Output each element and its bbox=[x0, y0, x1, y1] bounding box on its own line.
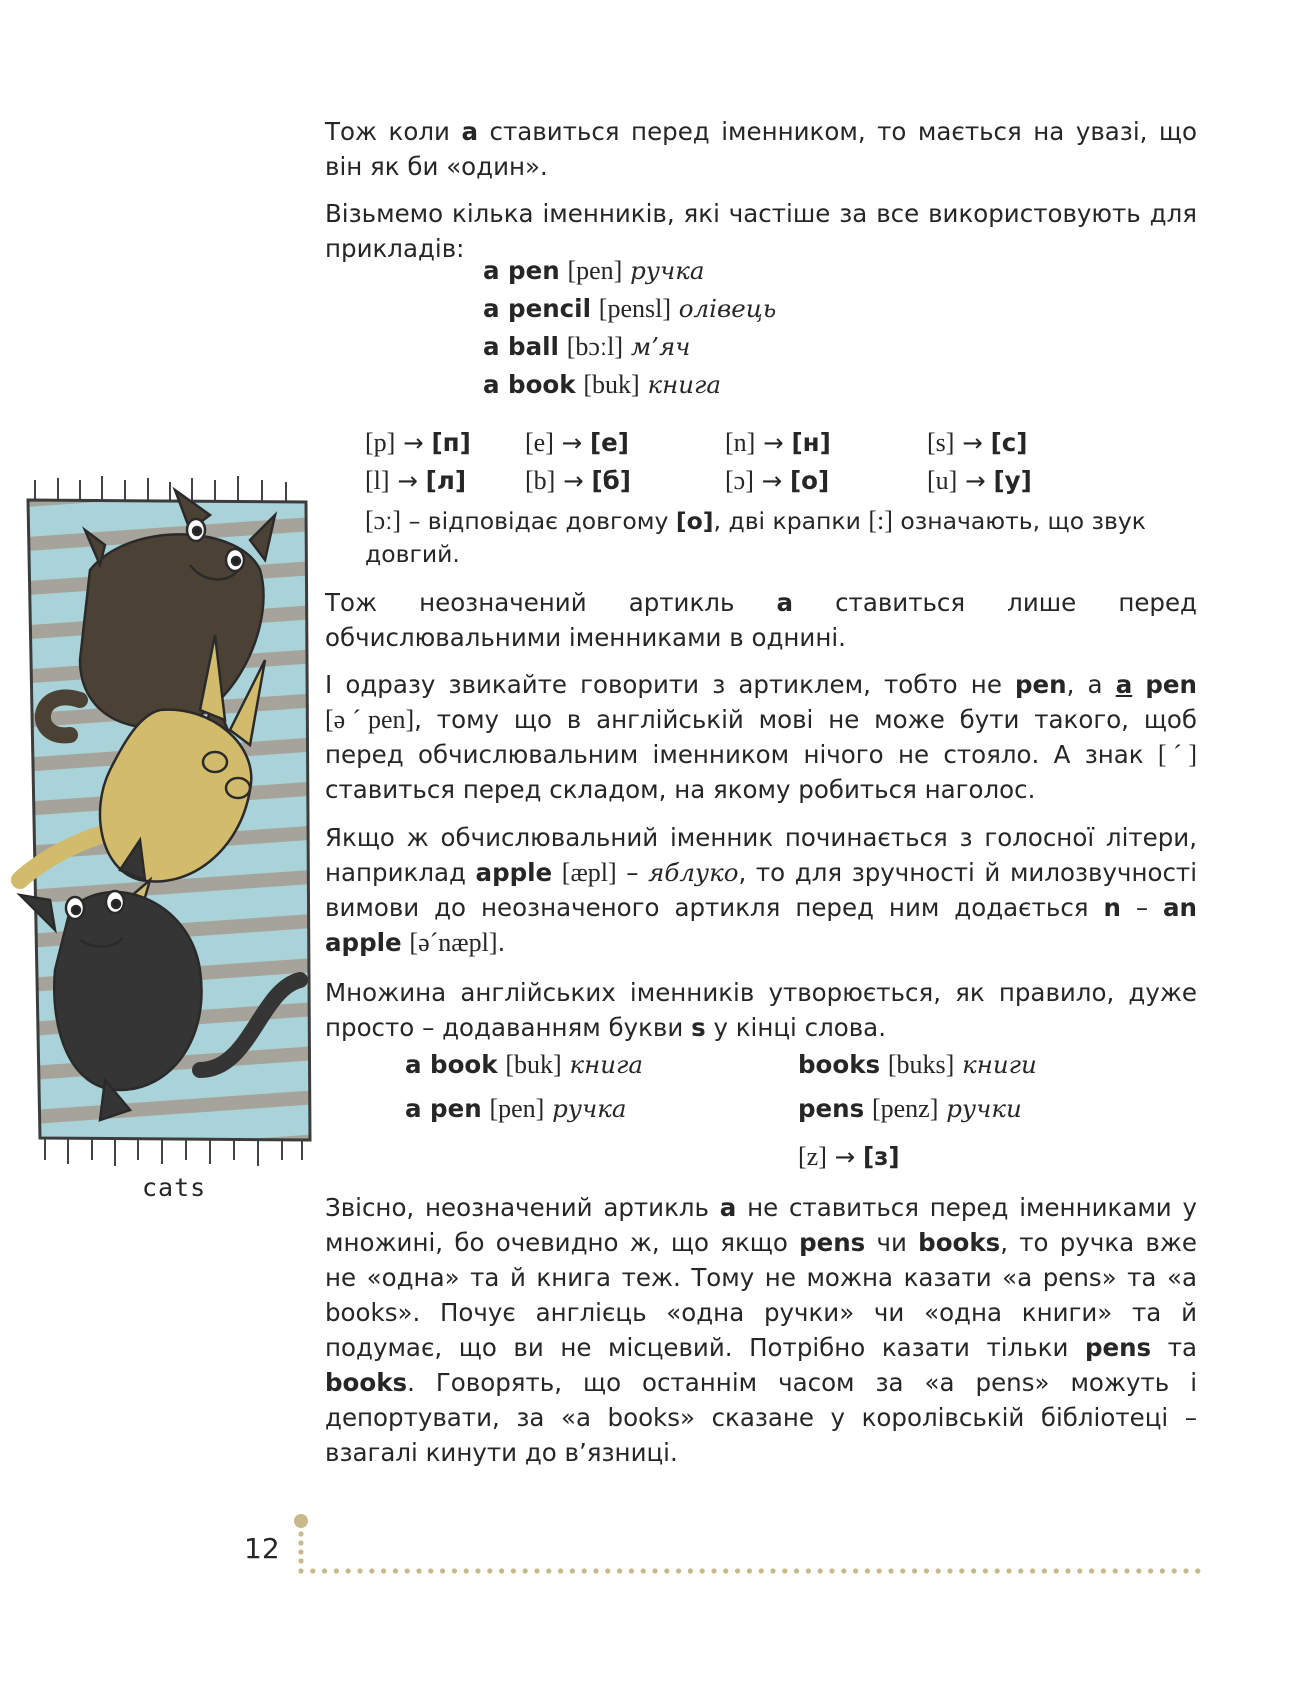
para5-t5: – bbox=[1120, 893, 1164, 922]
plural-entry bbox=[798, 1094, 1022, 1124]
rug-fringe-top bbox=[35, 476, 286, 502]
sound-arrow: → bbox=[563, 466, 584, 495]
note-ipa1: [ɔː] bbox=[365, 506, 402, 535]
illustration-caption: cats bbox=[142, 1173, 207, 1202]
para4-t3 bbox=[1132, 670, 1145, 699]
para7-b1: a bbox=[719, 1193, 737, 1222]
para3-b1: a bbox=[776, 588, 793, 617]
sound-ua: [л] bbox=[425, 466, 467, 495]
para4-u1: a bbox=[1115, 670, 1133, 699]
sound-cell bbox=[725, 466, 829, 496]
sound-cell bbox=[725, 428, 831, 458]
para3-t2: ставиться лише перед обчислювальними іменниками в однині. bbox=[325, 588, 1197, 652]
para1-b1: a bbox=[461, 117, 478, 146]
word-row bbox=[483, 256, 705, 286]
para5-b1: apple bbox=[475, 858, 553, 887]
para4-t2: , а bbox=[1066, 670, 1116, 699]
sound-ipa: [n] bbox=[725, 428, 756, 457]
para4-t6: ставиться перед складом, на якому робиться наголос. bbox=[325, 775, 1036, 804]
word-tr: м’яч bbox=[630, 332, 691, 361]
z-sound bbox=[798, 1142, 900, 1172]
plural-ptr: книги bbox=[962, 1050, 1037, 1079]
para7-t1: Звісно, неозначений артикль bbox=[325, 1193, 720, 1222]
sound-ipa: [s] bbox=[927, 428, 955, 457]
sound-ipa: [u] bbox=[927, 466, 958, 495]
para6-t2: у кінці слова. bbox=[705, 1013, 886, 1042]
z-sound-ua: [з] bbox=[862, 1142, 900, 1171]
sound-ipa: [e] bbox=[525, 428, 554, 457]
para7-t3: чи bbox=[865, 1228, 919, 1257]
para5-t3: – bbox=[616, 858, 649, 887]
body-text-7 bbox=[325, 1190, 1197, 1470]
paragraph-4 bbox=[325, 667, 1197, 807]
sound-ua: [у] bbox=[993, 466, 1032, 495]
note-b1: [о] bbox=[675, 507, 714, 535]
word-tr: олівець bbox=[678, 294, 777, 323]
paragraph-7 bbox=[325, 1190, 1197, 1470]
para5-i1: яблуко bbox=[648, 858, 739, 887]
word-tr: книга bbox=[647, 370, 722, 399]
word-word: a pen bbox=[483, 256, 560, 285]
word-ipa: [bɔːl] bbox=[566, 332, 624, 361]
plural-ipa: [buk] bbox=[505, 1050, 562, 1079]
word-ipa: [buk] bbox=[583, 370, 640, 399]
para4-ipa2: [ˊ] bbox=[1157, 740, 1197, 769]
sound-ipa: [l] bbox=[365, 466, 390, 495]
page-number: 12 bbox=[244, 1532, 280, 1565]
sound-cell bbox=[927, 466, 1032, 496]
para7-t2: не ставиться перед іменниками у множині, бо очевидно ж, що якщо bbox=[325, 1193, 1198, 1257]
para1-t2: ставиться перед іменником, то мається на увазі, що він як би «один». bbox=[325, 117, 1197, 181]
sound-arrow: → bbox=[397, 466, 418, 495]
rug-fringe-bottom bbox=[45, 1138, 302, 1166]
word-row bbox=[483, 332, 690, 362]
body-text-6 bbox=[325, 975, 1197, 1045]
para4-b2: pen bbox=[1145, 670, 1197, 699]
para7-b4: pens bbox=[1084, 1333, 1152, 1362]
sound-cell bbox=[365, 428, 471, 458]
para2-t1: Візьмемо кілька іменників, які частіше за все використовують для прикладів: bbox=[325, 199, 1197, 263]
para4-t5: , тому що в англійській мові не може бути такого, щоб перед обчислювальним іменником нічого не стояло. А знак bbox=[325, 705, 1197, 769]
plural-pword: books bbox=[798, 1050, 881, 1079]
sound-cell bbox=[365, 466, 466, 496]
sound-ua: [с] bbox=[990, 428, 1028, 457]
para4-ipa1: [əˊpen] bbox=[325, 705, 415, 734]
para6-b1: s bbox=[691, 1013, 706, 1042]
plural-entry bbox=[798, 1050, 1037, 1080]
footer-dotted-line bbox=[292, 1512, 1207, 1578]
para5-b3: an apple bbox=[325, 893, 1197, 957]
sound-ua: [б] bbox=[591, 466, 631, 495]
note-t1: – відповідає довгому bbox=[401, 507, 676, 535]
note-t2: , дві крапки bbox=[713, 507, 869, 535]
para5-t1: Якщо ж обчислювальний іменник починається з голосної літери, наприклад bbox=[325, 823, 1197, 887]
note-ipa2: [:] bbox=[868, 506, 893, 535]
plural-pword: pens bbox=[798, 1094, 865, 1123]
word-ipa: [pen] bbox=[567, 256, 623, 285]
plural-entry bbox=[405, 1094, 627, 1124]
sound-arrow: → bbox=[403, 428, 424, 457]
para5-t4: , то для зручності й милозвучності вимови до неозначеного артикля перед ним додається bbox=[325, 858, 1197, 922]
para7-t6: . Говорять, що останнім часом за «a pens» можуть і депортувати, за «a books» сказане у королівській бібліотеці – взагалі кинути до в’язниці. bbox=[325, 1368, 1197, 1467]
sound-arrow: → bbox=[763, 428, 784, 457]
sound-arrow: → bbox=[965, 466, 986, 495]
para5-ipa2: [əˊnæpl] bbox=[409, 928, 498, 957]
plural-entry bbox=[405, 1050, 643, 1080]
pronunciation-note bbox=[365, 504, 1197, 571]
word-tr: ручка bbox=[630, 256, 705, 285]
plural-tr: книга bbox=[569, 1050, 644, 1079]
para4-b1: pen bbox=[1015, 670, 1067, 699]
para6-t1: Множина англійських іменників утворюється, як правило, дуже просто – додаванням букви bbox=[325, 978, 1197, 1042]
para7-t4: , то ручка вже не «одна» та й книга теж. Тому не можна казати «a pens» та «a books». Почує англієць «одна ручки» чи «одна книги» та й подумає, що ви не місцевий. Потрібно казати тільки bbox=[325, 1228, 1197, 1362]
body-text-5 bbox=[325, 820, 1197, 960]
word-word: a pencil bbox=[483, 294, 591, 323]
para7-b2: pens bbox=[799, 1228, 866, 1257]
plural-ptr: ручки bbox=[946, 1094, 1022, 1123]
sound-cell bbox=[927, 428, 1027, 458]
para5-ipa1: [æpl] bbox=[561, 858, 617, 887]
body-text bbox=[325, 114, 1197, 184]
paragraph-1 bbox=[325, 114, 1197, 184]
sound-ipa: [b] bbox=[525, 466, 556, 495]
body-text-2 bbox=[325, 196, 1197, 266]
paragraph-3 bbox=[325, 585, 1197, 655]
body-text-3 bbox=[325, 585, 1197, 655]
sound-ua: [п] bbox=[431, 428, 471, 457]
note-text bbox=[365, 504, 1197, 571]
para7-t5: та bbox=[1151, 1333, 1197, 1362]
plural-word: a pen bbox=[405, 1094, 482, 1123]
sound-cell bbox=[525, 428, 629, 458]
para3-t1: Тож неозначений артикль bbox=[325, 588, 777, 617]
paragraph-6 bbox=[325, 975, 1197, 1045]
para4-t1: І одразу звикайте говорити з артиклем, тобто не bbox=[325, 670, 1016, 699]
sound-arrow: → bbox=[962, 428, 983, 457]
word-word: a book bbox=[483, 370, 576, 399]
para5-t2 bbox=[552, 858, 562, 887]
word-row bbox=[483, 370, 721, 400]
plural-tr: ручка bbox=[552, 1094, 627, 1123]
sound-ua: [е] bbox=[589, 428, 629, 457]
plural-pipa: [penz] bbox=[871, 1094, 939, 1123]
z-sound-arrow: → bbox=[834, 1142, 856, 1171]
body-text-4 bbox=[325, 667, 1197, 807]
word-word: a ball bbox=[483, 332, 559, 361]
sound-arrow: → bbox=[761, 466, 783, 495]
sound-arrow: → bbox=[561, 428, 583, 457]
para5-b2: n bbox=[1103, 893, 1121, 922]
para1-t1: Тож коли bbox=[325, 117, 462, 146]
plural-ipa: [pen] bbox=[489, 1094, 545, 1123]
word-ipa: [pensl] bbox=[598, 294, 671, 323]
para5-t7: . bbox=[497, 928, 506, 957]
para7-b3: books bbox=[918, 1228, 1001, 1257]
paragraph-5 bbox=[325, 820, 1197, 960]
sound-ua: [о] bbox=[789, 466, 830, 495]
para7-b5: books bbox=[325, 1368, 408, 1397]
plural-word: a book bbox=[405, 1050, 498, 1079]
word-row bbox=[483, 294, 776, 324]
sound-ua: [н] bbox=[791, 428, 831, 457]
plural-pipa: [buks] bbox=[887, 1050, 955, 1079]
cats-illustration bbox=[10, 470, 325, 1170]
paragraph-2 bbox=[325, 196, 1197, 266]
sound-ipa: [ɔ] bbox=[725, 466, 754, 495]
sound-ipa: [p] bbox=[365, 428, 396, 457]
note-t3: означають, що звук довгий. bbox=[365, 507, 1146, 568]
z-sound-ipa: [z] bbox=[798, 1142, 827, 1171]
sound-cell bbox=[525, 466, 631, 496]
